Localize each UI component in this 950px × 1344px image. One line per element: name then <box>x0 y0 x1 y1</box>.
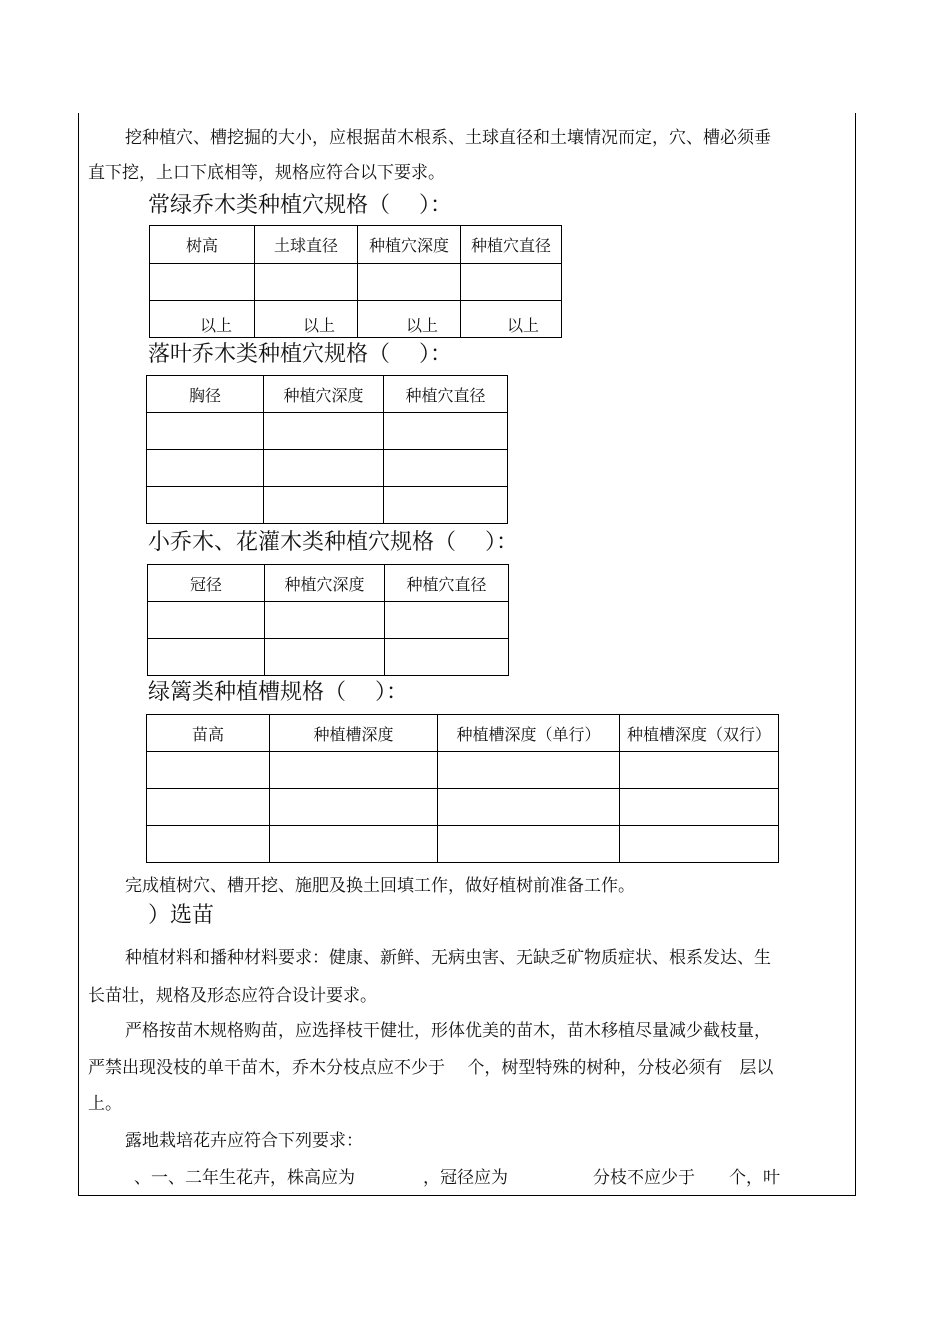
flowers-line-1: 露地栽培花卉应符合下列要求： <box>125 1131 363 1151</box>
materials-line-1: 种植材料和播种材料要求：健康、新鲜、无病虫害、无缺乏矿物质症状、根系发达、生 <box>125 948 771 968</box>
table-cell <box>358 264 461 301</box>
purchase-line-1: 严格按苗木规格购苗，应选择枝干健壮，形体优美的苗木，苗木移植尽量减少截枝量， <box>125 1021 771 1041</box>
table1-cell-above-2: 以上 <box>255 301 358 338</box>
table3-header-3: 种植穴直径 <box>385 565 509 602</box>
purchase-line-2: 严禁出现没枝的单干苗木，乔木分枝点应不少于 个，树型特殊的树种，分枝必须有 层以 <box>88 1058 774 1078</box>
table4-header-1: 苗高 <box>147 715 270 752</box>
table1-header-4: 种植穴直径 <box>461 226 562 264</box>
table-cell <box>148 639 265 676</box>
evergreen-spec-table <box>149 225 562 338</box>
table-cell <box>148 602 265 639</box>
table-cell <box>264 413 384 450</box>
table-cell <box>620 752 779 789</box>
table-cell <box>270 789 438 826</box>
table-cell <box>438 826 620 863</box>
purchase-line-3: 上。 <box>88 1094 122 1114</box>
table-cell <box>438 789 620 826</box>
table-cell <box>620 789 779 826</box>
table3-title: 小乔木、花灌木类种植穴规格（ ）： <box>148 530 518 555</box>
table1-title: 常绿乔木类种植穴规格（ ）： <box>148 193 452 218</box>
table4-header-4: 种植槽深度（双行） <box>620 715 779 752</box>
table-cell <box>147 450 264 487</box>
table-cell <box>620 826 779 863</box>
table1-header-3: 种植穴深度 <box>358 226 461 264</box>
table1-cell-above-3: 以上 <box>358 301 461 338</box>
table-cell <box>150 264 255 301</box>
table-cell <box>438 752 620 789</box>
materials-line-2: 长苗壮，规格及形态应符合设计要求。 <box>88 986 377 1006</box>
table-cell <box>270 826 438 863</box>
table-cell <box>461 264 562 301</box>
table1-header-2: 土球直径 <box>255 226 358 264</box>
table3-header-2: 种植穴深度 <box>265 565 385 602</box>
table-cell <box>385 639 509 676</box>
deciduous-spec-table <box>146 375 508 524</box>
table-cell <box>147 789 270 826</box>
table-cell <box>264 450 384 487</box>
table-cell <box>147 487 264 524</box>
shrub-spec-table <box>147 564 509 676</box>
table1-cell-above-4: 以上 <box>461 301 562 338</box>
table-cell <box>384 413 508 450</box>
table-cell <box>385 602 509 639</box>
table4-header-3: 种植槽深度（单行） <box>438 715 620 752</box>
flowers-line-2: 、一、二年生花卉，株高应为 ，冠径应为 分枝不应少于 个，叶 <box>134 1168 780 1188</box>
table-cell <box>384 450 508 487</box>
table3-header-1: 冠径 <box>148 565 265 602</box>
table-cell <box>265 602 385 639</box>
table4-title: 绿篱类种植槽规格（ ）： <box>148 680 408 705</box>
table-cell <box>264 487 384 524</box>
table2-header-3: 种植穴直径 <box>384 376 508 413</box>
table1-cell-above-1: 以上 <box>150 301 255 338</box>
after-tables-text: 完成植树穴、槽开挖、施肥及换土回填工作，做好植树前准备工作。 <box>125 876 635 896</box>
table1-header-1: 树高 <box>150 226 255 264</box>
section-heading-seedlings: ）选苗 <box>148 903 215 928</box>
table-cell <box>147 752 270 789</box>
table-cell <box>147 413 264 450</box>
table-cell <box>147 826 270 863</box>
table-cell <box>255 264 358 301</box>
intro-line-2: 直下挖，上口下底相等，规格应符合以下要求。 <box>88 163 445 183</box>
table-cell <box>270 752 438 789</box>
table-cell <box>265 639 385 676</box>
hedge-spec-table <box>146 714 779 863</box>
table4-header-2: 种植槽深度 <box>270 715 438 752</box>
table2-header-1: 胸径 <box>147 376 264 413</box>
table2-header-2: 种植穴深度 <box>264 376 384 413</box>
table-cell <box>384 487 508 524</box>
intro-line-1: 挖种植穴、槽挖掘的大小，应根据苗木根系、土球直径和土壤情况而定，穴、槽必须垂 <box>125 128 771 148</box>
table2-title: 落叶乔木类种植穴规格（ ）： <box>148 342 452 367</box>
